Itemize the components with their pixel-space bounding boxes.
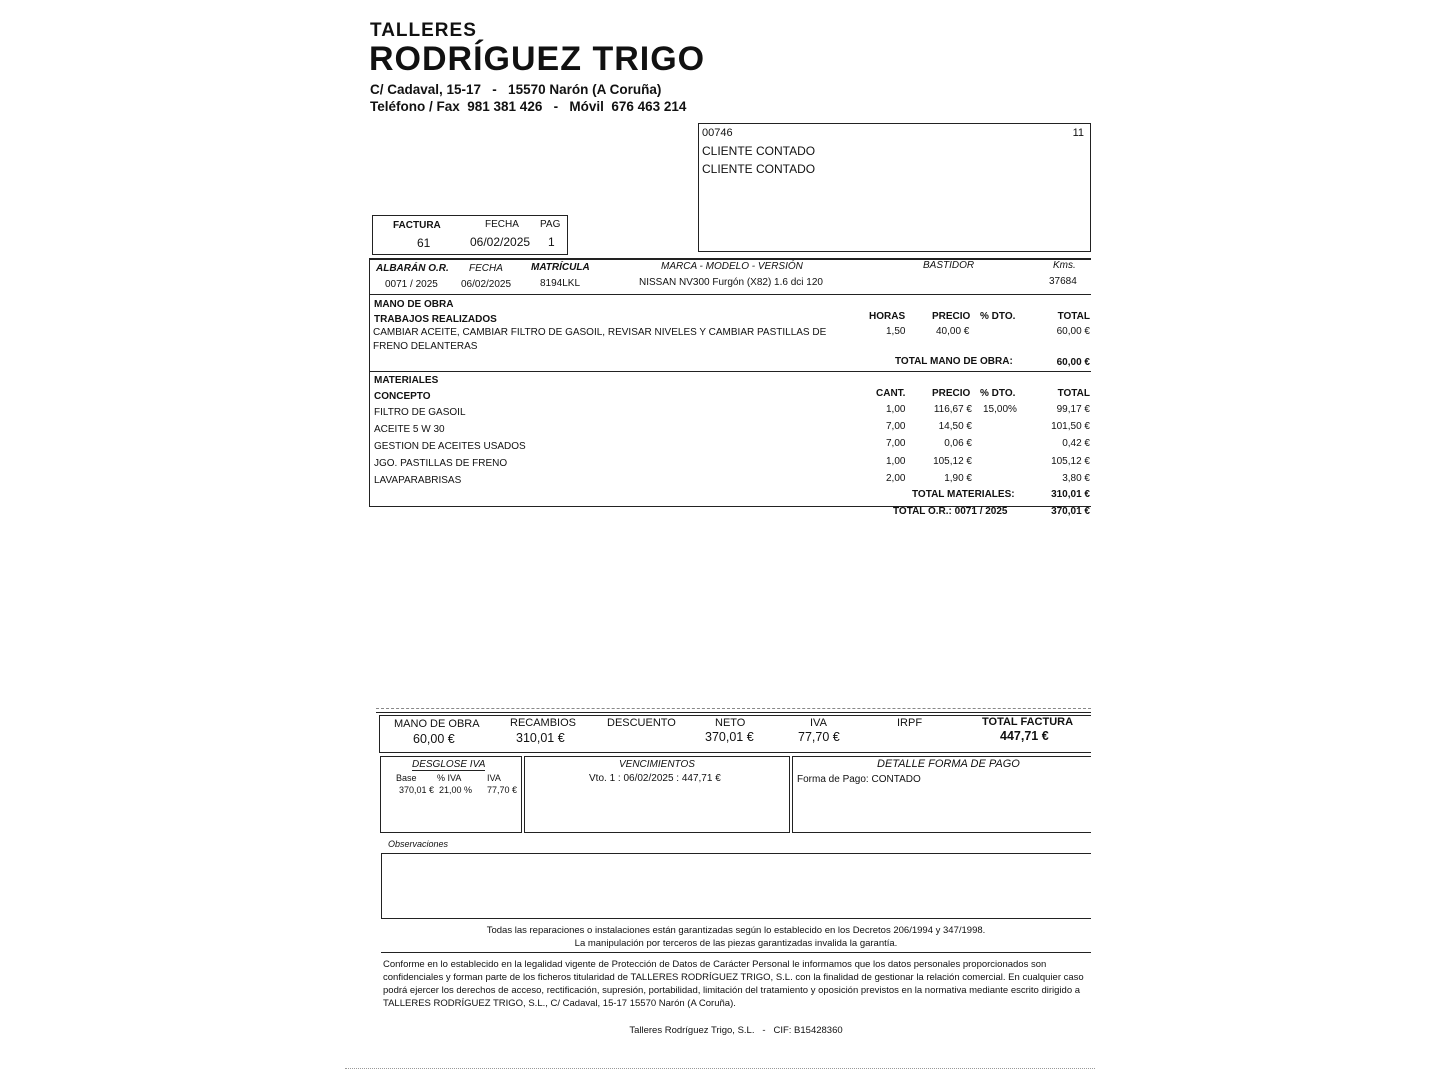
vehicle-model: NISSAN NV300 Furgón (X82) 1.6 dci 120 <box>639 277 823 288</box>
labour-total-label: TOTAL MANO DE OBRA: <box>895 356 1013 367</box>
material-concept: ACEITE 5 W 30 <box>374 424 445 435</box>
labour-header-precio: PRECIO <box>932 311 971 322</box>
due-dates-title: VENCIMIENTOS <box>619 759 695 770</box>
material-concept: FILTRO DE GASOIL <box>374 407 466 418</box>
header-kms: Kms. <box>1053 260 1076 271</box>
totals-top-line <box>376 712 1091 713</box>
company-phone: Teléfono / Fax 981 381 426 - Móvil 676 463 214 <box>370 99 687 114</box>
labour-subtitle: TRABAJOS REALIZADOS <box>374 314 497 325</box>
observations-box <box>381 853 1091 919</box>
iva-pct-value: 21,00 % <box>439 785 473 795</box>
totals-header-recambios: RECAMBIOS <box>510 717 577 729</box>
payment-method: Forma de Pago: CONTADO <box>797 774 921 785</box>
materials-header-cant: CANT. <box>876 388 906 399</box>
material-price: 14,50 € <box>938 421 972 432</box>
due-date-line: Vto. 1 : 06/02/2025 : 447,71 € <box>589 773 721 784</box>
labour-price: 40,00 € <box>936 326 970 337</box>
totals-header-iva: IVA <box>810 717 827 729</box>
company-address: C/ Cadaval, 15-17 - 15570 Narón (A Coruña) <box>370 82 662 97</box>
vehicle-kms: 37684 <box>1049 276 1077 287</box>
labour-header-dto: % DTO. <box>980 311 1016 322</box>
material-total: 99,17 € <box>1056 404 1090 415</box>
invoice-page-label: PAG <box>540 219 561 230</box>
material-total: 3,80 € <box>1062 473 1090 484</box>
payment-title: DETALLE FORMA DE PAGO <box>877 758 1020 770</box>
iva-header-base: Base <box>396 773 417 783</box>
order-total-label: TOTAL O.R.: 0071 / 2025 <box>893 506 1008 517</box>
invoice-number: 61 <box>417 236 431 250</box>
client-name-2: CLIENTE CONTADO <box>702 162 816 176</box>
labour-hours: 1,50 <box>886 326 906 337</box>
vehicle-divider <box>369 294 1091 295</box>
page-bottom-edge <box>345 1068 1095 1069</box>
guarantee-text: Todas las reparaciones o instalaciones están garantizadas según lo establecido en los Decretos 206/1994 y 347/1998. <box>486 925 986 936</box>
totals-iva-value: 77,70 € <box>798 730 840 744</box>
order-left-border <box>369 258 370 507</box>
due-dates-box <box>524 756 790 833</box>
totals-box <box>379 715 1091 753</box>
observations-label: Observaciones <box>388 839 449 849</box>
totals-header-irpf: IRPF <box>897 717 923 729</box>
material-total: 0,42 € <box>1062 438 1090 449</box>
labour-header-total: TOTAL <box>1057 311 1090 322</box>
invoice-page: 1 <box>548 235 555 249</box>
material-quantity: 2,00 <box>886 473 906 484</box>
materials-header-precio: PRECIO <box>932 388 971 399</box>
material-quantity: 7,00 <box>886 421 906 432</box>
material-quantity: 1,00 <box>886 404 906 415</box>
labour-total-value: 60,00 € <box>1056 357 1090 368</box>
materials-section-title: MATERIALES <box>374 375 439 386</box>
legal-text-2: confidenciales y forman parte de los ficheros titularidad de TALLERES RODRÍGUEZ TRIGO, S.L. con la finalidad de gestionar la relación comercial. En cualquier caso <box>383 972 1084 983</box>
legal-text-1: Conforme en lo establecido en la legalidad vigente de Protección de Datos de Carácter Personal le informamos que los datos personales proporcionados son <box>383 959 1047 970</box>
client-box <box>698 123 1091 252</box>
payment-box <box>792 756 1091 833</box>
materials-subtitle: CONCEPTO <box>374 391 431 402</box>
material-discount: 15,00% <box>983 404 1017 415</box>
order-top-border <box>369 258 1091 260</box>
labour-header-horas: HORAS <box>869 311 906 322</box>
material-total: 105,12 € <box>1051 456 1090 467</box>
material-concept: JGO. PASTILLAS DE FRENO <box>374 458 508 469</box>
header-matricula: MATRÍCULA <box>531 262 590 273</box>
order-total-value: 370,01 € <box>1051 506 1090 517</box>
totals-header-descuento: DESCUENTO <box>607 717 676 729</box>
totals-total-value: 447,71 € <box>1000 729 1049 743</box>
vehicle-plate: 8194LKL <box>540 278 581 289</box>
iva-breakdown-box <box>380 756 522 833</box>
totals-recambios-value: 310,01 € <box>516 731 565 745</box>
iva-header-iva: IVA <box>487 773 501 783</box>
materials-total-label: TOTAL MATERIALES: <box>912 489 1015 500</box>
header-fecha: FECHA <box>469 263 503 274</box>
labour-description-cont: FRENO DELANTERAS <box>373 341 478 352</box>
albaran-number: 0071 / 2025 <box>385 279 438 290</box>
totals-header-neto: NETO <box>715 717 746 729</box>
iva-header-pct: % IVA <box>437 773 462 783</box>
material-quantity: 1,00 <box>886 456 906 467</box>
labour-description: CAMBIAR ACEITE, CAMBIAR FILTRO DE GASOIL, REVISAR NIVELES Y CAMBIAR PASTILLAS DE <box>373 327 827 338</box>
header-bastidor: BASTIDOR <box>923 260 975 271</box>
albaran-date: 06/02/2025 <box>461 279 512 290</box>
material-price: 0,06 € <box>944 438 972 449</box>
totals-neto-value: 370,01 € <box>705 730 754 744</box>
invoice-date-label: FECHA <box>485 219 519 230</box>
materials-header-dto: % DTO. <box>980 388 1016 399</box>
totals-mano-value: 60,00 € <box>413 732 455 746</box>
legal-text-3: podrá ejercer los derechos de acceso, rectificación, supresión, portabilidad, limitación del tratamiento y oposición previstos en la normativa mediante escrito dirigido a <box>383 985 1081 996</box>
header-albaran: ALBARÁN O.R. <box>376 263 449 274</box>
guarantee-text-2: La manipulación por terceros de las piezas garantizadas invalida la garantía. <box>574 938 898 949</box>
company-name-top: TALLERES <box>370 20 477 41</box>
labour-line-total: 60,00 € <box>1056 326 1090 337</box>
invoice-date: 06/02/2025 <box>470 235 531 249</box>
material-total: 101,50 € <box>1051 421 1090 432</box>
iva-breakdown-title: DESGLOSE IVA <box>412 759 486 770</box>
company-name: RODRÍGUEZ TRIGO <box>369 40 706 78</box>
material-price: 1,90 € <box>944 473 972 484</box>
legal-text-4: TALLERES RODRÍGUEZ TRIGO, S.L., C/ Cadaval, 15-17 15570 Narón (A Coruña). <box>383 998 736 1009</box>
totals-header-mano: MANO DE OBRA <box>394 718 480 730</box>
material-concept: LAVAPARABRISAS <box>374 475 462 486</box>
materials-header-total: TOTAL <box>1057 388 1090 399</box>
totals-top-faint-line <box>376 708 1091 709</box>
material-price: 105,12 € <box>933 456 972 467</box>
labour-section-title: MANO DE OBRA <box>374 299 454 310</box>
footer-divider <box>381 952 1091 953</box>
client-code: 00746 <box>702 127 733 139</box>
iva-base-value: 370,01 € <box>399 785 435 795</box>
material-quantity: 7,00 <box>886 438 906 449</box>
materials-total-value: 310,01 € <box>1051 489 1090 500</box>
material-price: 116,67 € <box>933 404 972 415</box>
invoice-box <box>372 215 568 255</box>
iva-amount-value: 77,70 € <box>487 785 518 795</box>
client-name: CLIENTE CONTADO <box>702 144 816 158</box>
client-corner-number: 11 <box>1072 127 1084 139</box>
header-marca: MARCA - MODELO - VERSIÓN <box>661 261 803 272</box>
company-cif: Talleres Rodríguez Trigo, S.L. - CIF: B15428360 <box>629 1025 843 1036</box>
labour-divider <box>369 371 1091 372</box>
material-concept: GESTION DE ACEITES USADOS <box>374 441 526 452</box>
totals-header-total: TOTAL FACTURA <box>982 716 1074 728</box>
invoice-number-label: FACTURA <box>393 220 441 231</box>
